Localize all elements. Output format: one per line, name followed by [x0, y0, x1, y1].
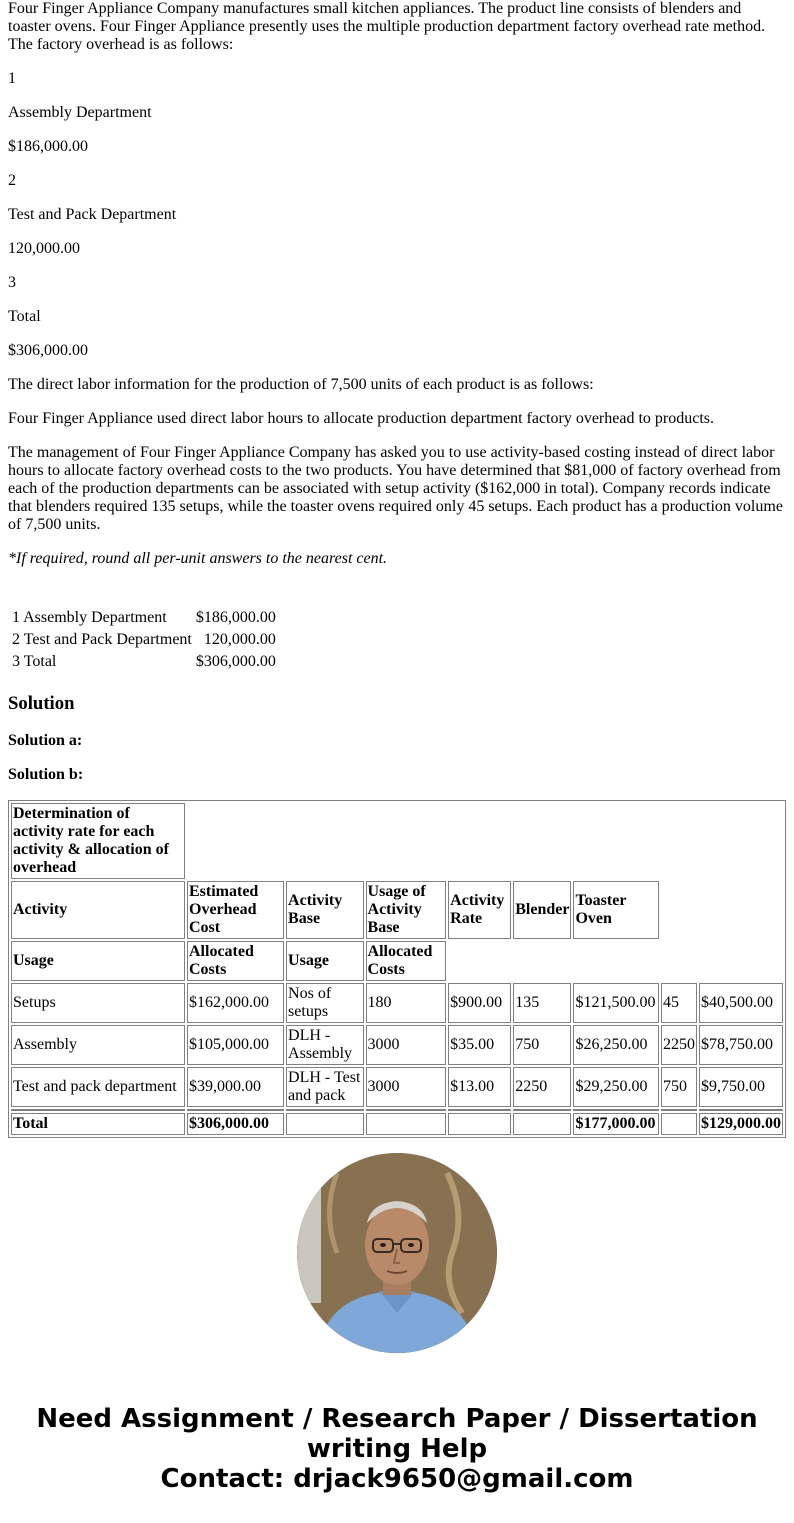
total-cell: $177,000.00 [573, 1113, 659, 1135]
contact-banner [0, 1404, 794, 1494]
total-cell [366, 1113, 447, 1135]
row-label: 2 Test and Pack Department [12, 631, 192, 648]
header-cell: Activity Base [286, 881, 363, 939]
avatar [297, 1153, 497, 1353]
table-cell: $121,500.00 [573, 983, 659, 1023]
table-cell: $39,000.00 [187, 1067, 284, 1107]
total-cell [286, 1113, 363, 1135]
total-cell [448, 1113, 511, 1135]
table-header-row [11, 881, 783, 939]
overhead-line: 120,000.00 [8, 240, 80, 257]
table-cell: 2250 [513, 1067, 571, 1107]
table-title: Determination of activity rate for each activity & allocation of overhead [11, 803, 185, 879]
table-cell: 3000 [366, 1025, 447, 1065]
table-cell: 750 [661, 1067, 697, 1107]
table-cell: 2250 [661, 1025, 697, 1065]
banner-line: Need Assignment / Research Paper / Dissertation [36, 1404, 758, 1434]
header-cell: Toaster Oven [573, 881, 659, 939]
table-cell: 45 [661, 983, 697, 1023]
header-cell: Activity Rate [448, 881, 511, 939]
table-cell: Nos of setups [286, 983, 363, 1023]
document [8, 0, 786, 1138]
table-cell: $29,250.00 [573, 1067, 659, 1107]
total-cell: $306,000.00 [187, 1113, 284, 1135]
direct-labor-paragraph: The direct labor information for the production of 7,500 units of each product is as follows: [8, 376, 594, 393]
table-cell: DLH - Assembly [286, 1025, 363, 1065]
total-cell: Total [11, 1113, 185, 1135]
table-row [11, 652, 277, 672]
overhead-line: Test and Pack Department [8, 206, 177, 223]
total-cell [513, 1113, 571, 1135]
table-cell: 180 [366, 983, 447, 1023]
header-cell: Activity [11, 881, 185, 939]
table-row [11, 1025, 783, 1065]
table-cell: $900.00 [448, 983, 511, 1023]
solution-a-label: Solution a: [8, 732, 83, 749]
table-cell: Setups [11, 983, 185, 1023]
row-amount: $306,000.00 [195, 653, 276, 670]
table-row [11, 983, 783, 1023]
row-label: 1 Assembly Department [12, 609, 167, 626]
header-cell: Estimated Overhead Cost [187, 881, 284, 939]
row-amount: $186,000.00 [195, 609, 276, 626]
author-avatar [297, 1153, 497, 1353]
table-cell: $13.00 [448, 1067, 511, 1107]
abc-paragraph: The management of Four Finger Appliance Company has asked you to use activity-based costing instead of direct labor hours to allocate factory overhead costs to the two products. You have determined that $81,000 of factory overhead from each of the production departments can be associated with setup activity ($162,000 in total). Company records indicate that blenders required 135 setups, while the toaster ovens required only 45 setups. Each product has a production volume of 7,500 units. [8, 444, 783, 533]
overhead-line: 2 [8, 172, 16, 189]
overhead-line: Assembly Department [8, 104, 152, 121]
overhead-line: $306,000.00 [8, 342, 88, 359]
header-cell: Usage of Activity Base [366, 881, 447, 939]
table-cell: $78,750.00 [699, 1025, 783, 1065]
allocation-paragraph: Four Finger Appliance used direct labor hours to allocate production department factory overhead to products. [8, 410, 715, 427]
solution-b-label: Solution b: [8, 766, 84, 783]
table-row [11, 1067, 783, 1107]
table-cell: 750 [513, 1025, 571, 1065]
header-cell: Blender [513, 881, 571, 939]
solution-heading: Solution [8, 693, 75, 714]
activity-allocation-table [8, 800, 786, 1138]
intro-paragraph: Four Finger Appliance Company manufactures small kitchen appliances. The product line consists of blenders and toaster ovens. Four Finger Appliance presently uses the multiple production department factory overhead rate method. The factory overhead is as follows: [8, 0, 766, 53]
table-cell: DLH - Test and pack [286, 1067, 363, 1107]
total-cell: $129,000.00 [699, 1113, 783, 1135]
table-cell: $162,000.00 [187, 983, 284, 1023]
table-subheader-row [11, 941, 783, 981]
table-cell: Test and pack department [11, 1067, 185, 1107]
table-cell: 135 [513, 983, 571, 1023]
overhead-line: $186,000.00 [8, 138, 88, 155]
table-divider-row [11, 1109, 783, 1111]
portrait-illustration [297, 1153, 497, 1353]
table-cell: $105,000.00 [187, 1025, 284, 1065]
table-cell: $9,750.00 [699, 1067, 783, 1107]
overhead-line: 3 [8, 274, 16, 291]
table-title-row [11, 803, 783, 879]
row-amount: 120,000.00 [203, 631, 276, 648]
overhead-table [9, 606, 279, 674]
total-cell [661, 1113, 697, 1135]
table-cell: $26,250.00 [573, 1025, 659, 1065]
contact-email: Contact: drjack9650@gmail.com [160, 1464, 634, 1494]
header-cell: Allocated Costs [366, 941, 447, 981]
rounding-note: *If required, round all per-unit answers to the nearest cent. [8, 550, 388, 567]
row-label: 3 Total [12, 653, 57, 670]
table-cell: Assembly [11, 1025, 185, 1065]
banner-line: writing Help [306, 1434, 488, 1464]
table-total-row [11, 1113, 783, 1135]
table-cell: $35.00 [448, 1025, 511, 1065]
table-row [11, 630, 277, 650]
table-row [11, 608, 277, 628]
table-cell: 3000 [366, 1067, 447, 1107]
header-cell: Allocated Costs [187, 941, 284, 981]
overhead-line: Total [8, 308, 41, 325]
header-cell: Usage [11, 941, 185, 981]
table-cell: $40,500.00 [699, 983, 783, 1023]
header-cell: Usage [286, 941, 363, 981]
overhead-line: 1 [8, 70, 16, 87]
